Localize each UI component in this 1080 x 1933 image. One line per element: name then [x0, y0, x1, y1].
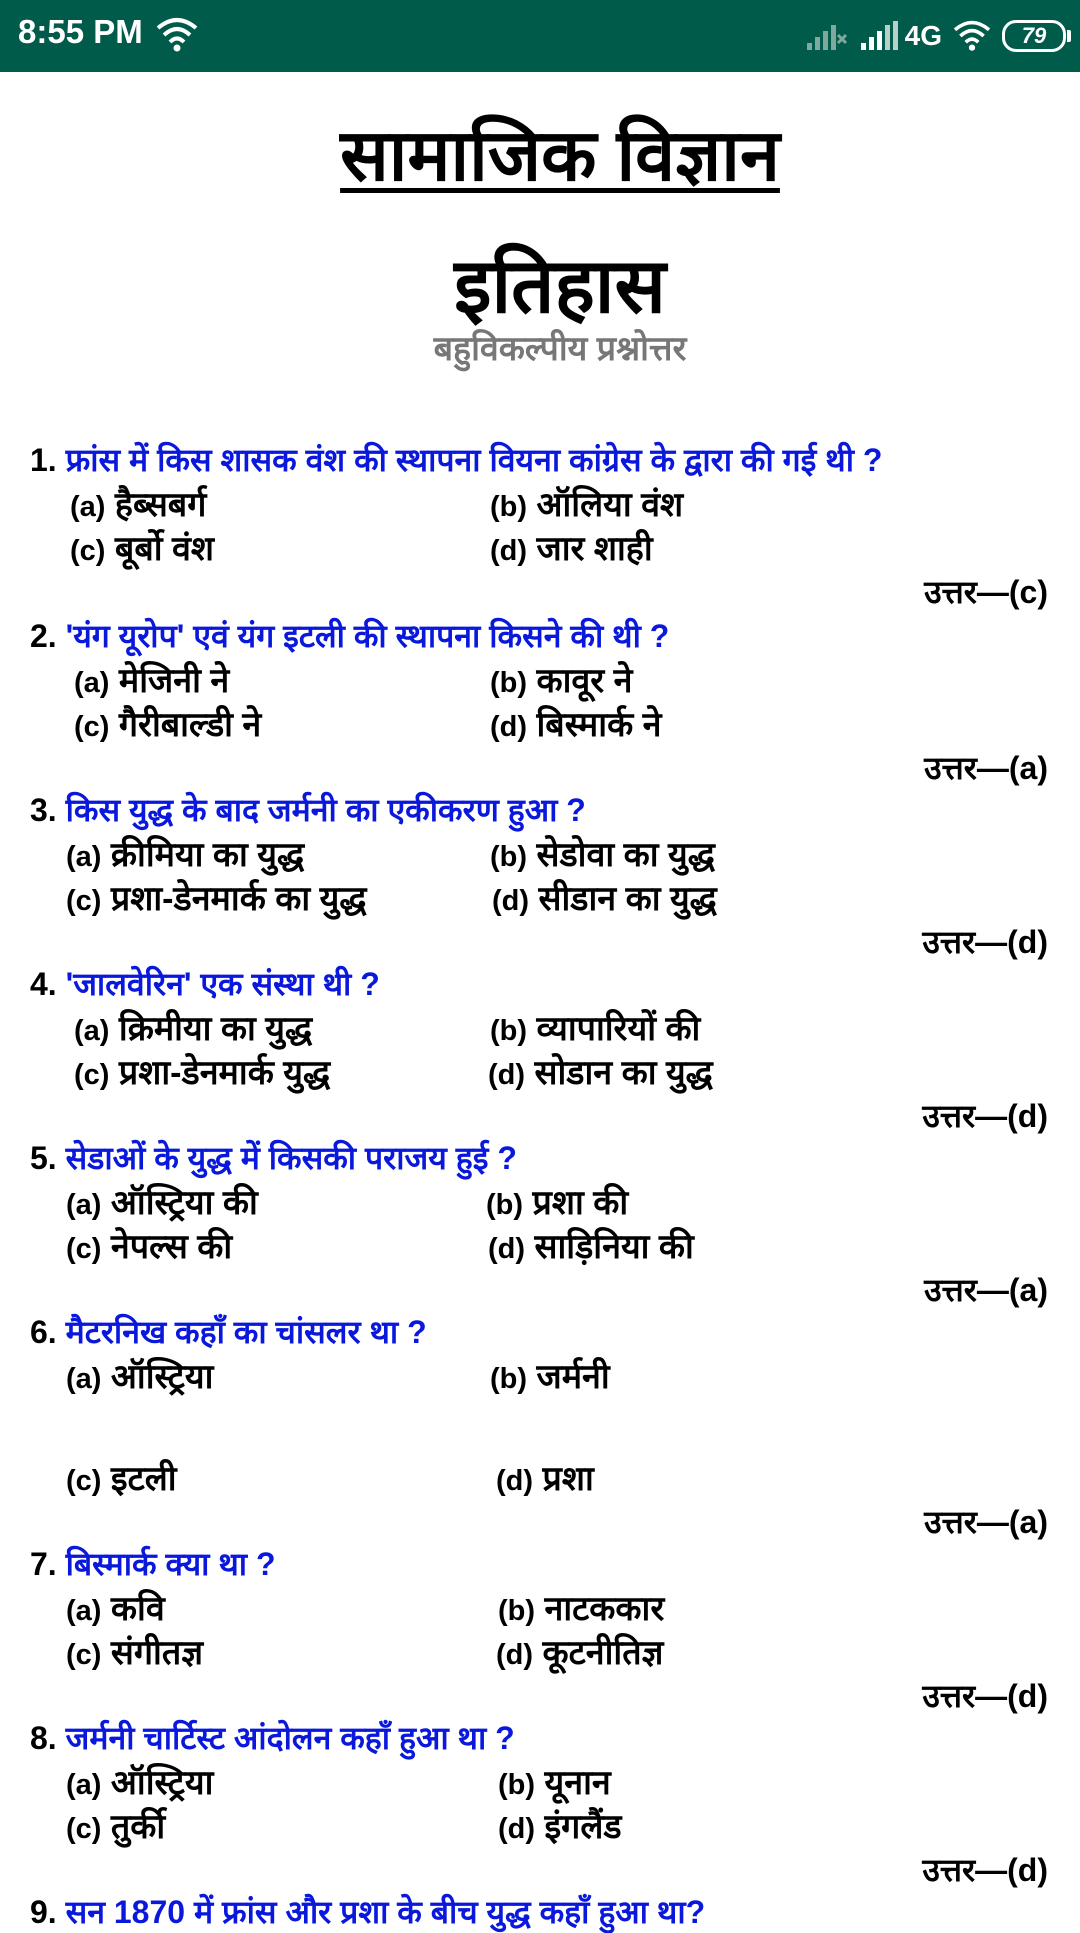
- chapter-title: इतिहास: [454, 244, 666, 329]
- question-5: 5. सेडाओं के युद्ध में किसकी पराजय हुई ?: [30, 1140, 517, 1176]
- option-a: (a) मेजिनी ने: [74, 662, 230, 700]
- status-time: 8:55 PM: [18, 13, 143, 50]
- option-a: (a) ऑस्ट्रिया की: [66, 1184, 258, 1222]
- option-d: (d) सोडान का युद्ध: [488, 1054, 713, 1092]
- battery-level: 79: [1021, 23, 1047, 48]
- option-c: (c) तुर्की: [66, 1808, 166, 1846]
- wifi-icon: [952, 19, 992, 53]
- option-b: (b) कावूर ने: [490, 662, 633, 700]
- question-2: 2. 'यंग यूरोप' एवं यंग इटली की स्थापना किसने की थी ?: [30, 618, 670, 654]
- question-9: 9. सन 1870 में फ्रांस और प्रशा के बीच युद्ध कहाँ हुआ था?: [30, 1894, 706, 1930]
- option-a: (a) ऑस्ट्रिया: [66, 1764, 214, 1802]
- option-d: (d) प्रशा: [496, 1460, 594, 1498]
- subject-title: सामाजिक विज्ञान: [340, 116, 780, 196]
- option-c: (c) नेपल्स की: [66, 1228, 233, 1266]
- option-b: (b) प्रशा की: [486, 1184, 629, 1222]
- option-b: (b) व्यापारियों की: [490, 1010, 701, 1048]
- question-3: 3. किस युद्ध के बाद जर्मनी का एकीकरण हुआ ?: [30, 792, 586, 828]
- option-c: (c) इटली: [66, 1460, 177, 1498]
- option-a: (a) हैब्सबर्ग: [70, 486, 207, 524]
- question-4: 4. 'जालवेरिन' एक संस्था थी ?: [30, 966, 380, 1002]
- option-a: (a) ऑस्ट्रिया: [66, 1358, 214, 1396]
- question-7: 7. बिस्मार्क क्या था ?: [30, 1546, 276, 1582]
- network-type: 4G: [904, 20, 942, 51]
- question-text: फ्रांस में किस शासक वंश की स्थापना वियना कांग्रेस के द्वारा की गई थी ?: [65, 442, 883, 478]
- option-a: (a) कवि: [66, 1590, 165, 1628]
- question-8: 8. जर्मनी चार्टिस्ट आंदोलन कहाँ हुआ था ?: [30, 1720, 515, 1756]
- option-b: (b) ऑलिया वंश: [490, 486, 684, 524]
- answer-3: उत्तर—(d): [922, 924, 1048, 960]
- answer-8: उत्तर—(d): [922, 1852, 1048, 1888]
- option-d: (d) जार शाही: [490, 530, 653, 568]
- option-c: (c) गैरीबाल्डी ने: [74, 706, 262, 744]
- battery-icon: [1002, 20, 1066, 52]
- question-6: 6. मैटरनिख कहाँ का चांसलर था ?: [30, 1314, 427, 1350]
- answer-7: उत्तर—(d): [922, 1678, 1048, 1714]
- answer-4: उत्तर—(d): [922, 1098, 1048, 1134]
- option-a: (a) क्रिमीया का युद्ध: [74, 1010, 313, 1048]
- option-c: (c) बूर्बो वंश: [70, 530, 215, 568]
- option-d: (d) बिस्मार्क ने: [490, 706, 662, 744]
- answer-5: उत्तर—(a): [924, 1272, 1048, 1308]
- answer-1: उत्तर—(c): [924, 574, 1048, 610]
- option-c: (c) संगीतज्ञ: [66, 1634, 204, 1672]
- option-b: (b) यूनान: [498, 1764, 611, 1802]
- signal-icon: [859, 21, 899, 51]
- option-d: (d) इंगलैंड: [498, 1808, 622, 1846]
- option-d: (d) साड़िनिया की: [488, 1228, 694, 1266]
- wifi-icon: [156, 16, 198, 54]
- option-a: (a) क्रीमिया का युद्ध: [66, 836, 305, 874]
- document-page[interactable]: [0, 72, 1080, 1930]
- status-bar: [0, 0, 1080, 72]
- option-d: (d) सीडान का युद्ध: [492, 880, 717, 918]
- option-d: (d) कूटनीतिज्ञ: [496, 1634, 664, 1672]
- answer-6: उत्तर—(a): [924, 1504, 1048, 1540]
- answer-2: उत्तर—(a): [924, 750, 1048, 786]
- question-1: [30, 438, 882, 481]
- question-number: 1.: [30, 442, 57, 478]
- option-b: (b) जर्मनी: [490, 1358, 610, 1396]
- option-c: (c) प्रशा-डेनमार्क का युद्ध: [66, 880, 367, 918]
- section-subtitle: बहुविकल्पीय प्रश्नोत्तर: [433, 330, 687, 368]
- signal-icon: [805, 21, 849, 51]
- option-c: (c) प्रशा-डेनमार्क युद्ध: [74, 1054, 331, 1092]
- option-b: (b) सेडोवा का युद्ध: [490, 836, 715, 874]
- option-b: (b) नाटककार: [498, 1590, 665, 1628]
